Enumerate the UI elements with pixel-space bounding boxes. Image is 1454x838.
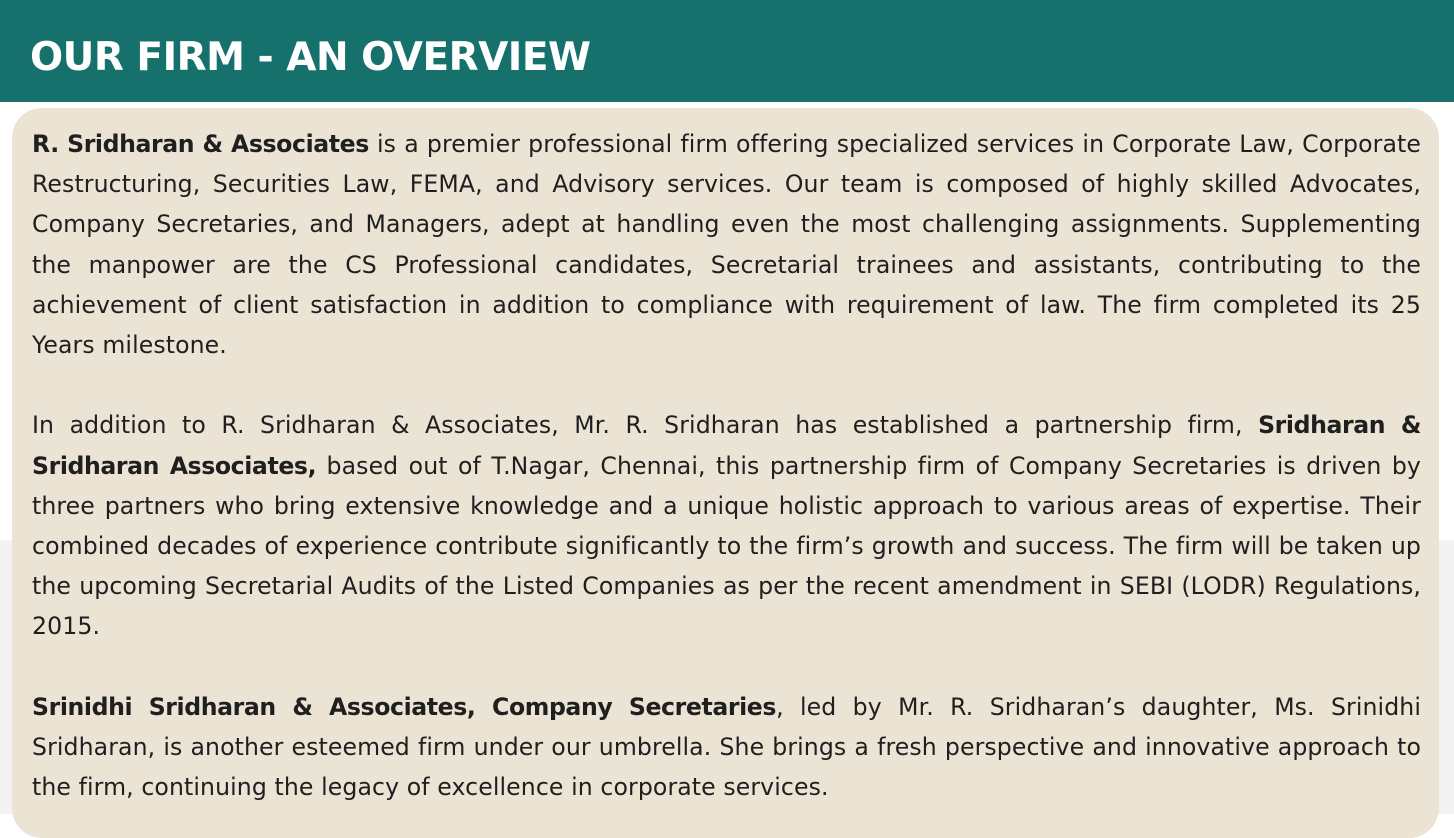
header-bar xyxy=(0,0,1454,102)
page-title: OUR FIRM - AN OVERVIEW xyxy=(30,35,591,80)
overview-paragraph-3 xyxy=(32,687,1421,808)
firm-name-ssa: Sridharan & Sridharan Associates, xyxy=(32,411,1421,480)
overview-panel xyxy=(12,108,1439,838)
overview-paragraph-2 xyxy=(32,405,1421,646)
paragraph-2-text: based out of T.Nagar, Chennai, this partnership firm of Company Secretaries is driven by three partners who bring extensive knowledge and a unique holistic approach to various areas of expertise. Their combined decades of experience contribute significantly to the firm’s growth and success. The firm will be taken up the upcoming Secretarial Audits of the Listed Companies as per the recent amendment in SEBI (LODR) Regulations, 2015. xyxy=(32,451,1421,641)
firm-name-srinidhi: Srinidhi Sridharan & Associates, Company Secretaries xyxy=(32,692,777,721)
firm-name-rsa: R. Sridharan & Associates xyxy=(32,130,369,158)
paragraph-1-text: is a premier professional firm offering specialized services in Corporate Law, Corporate Restructuring, Securities Law, FEMA, and Advisory services. Our team is composed of highly skilled Advocates, Company Secretaries, and Managers, adept at handling even the most challenging assignments. Supplementing the manpower are the CS Professional candidates, Secretarial trainees and assistants, contributing to the achievement of client satisfaction in addition to compliance with requirement of law. The firm completed its 25 Years milestone. xyxy=(32,130,1421,360)
paragraph-3-text: , led by Mr. R. Sridharan’s daughter, Ms. Srinidhi Sridharan, is another esteemed firm under our umbrella. She brings a fresh perspective and innovative approach to the firm, continuing the legacy of excellence in corporate services. xyxy=(32,692,1421,802)
paragraph-2-lead: In addition to R. Sridharan & Associates, Mr. R. Sridharan has established a partnership firm, xyxy=(32,411,1259,440)
overview-paragraph-1 xyxy=(32,124,1421,365)
